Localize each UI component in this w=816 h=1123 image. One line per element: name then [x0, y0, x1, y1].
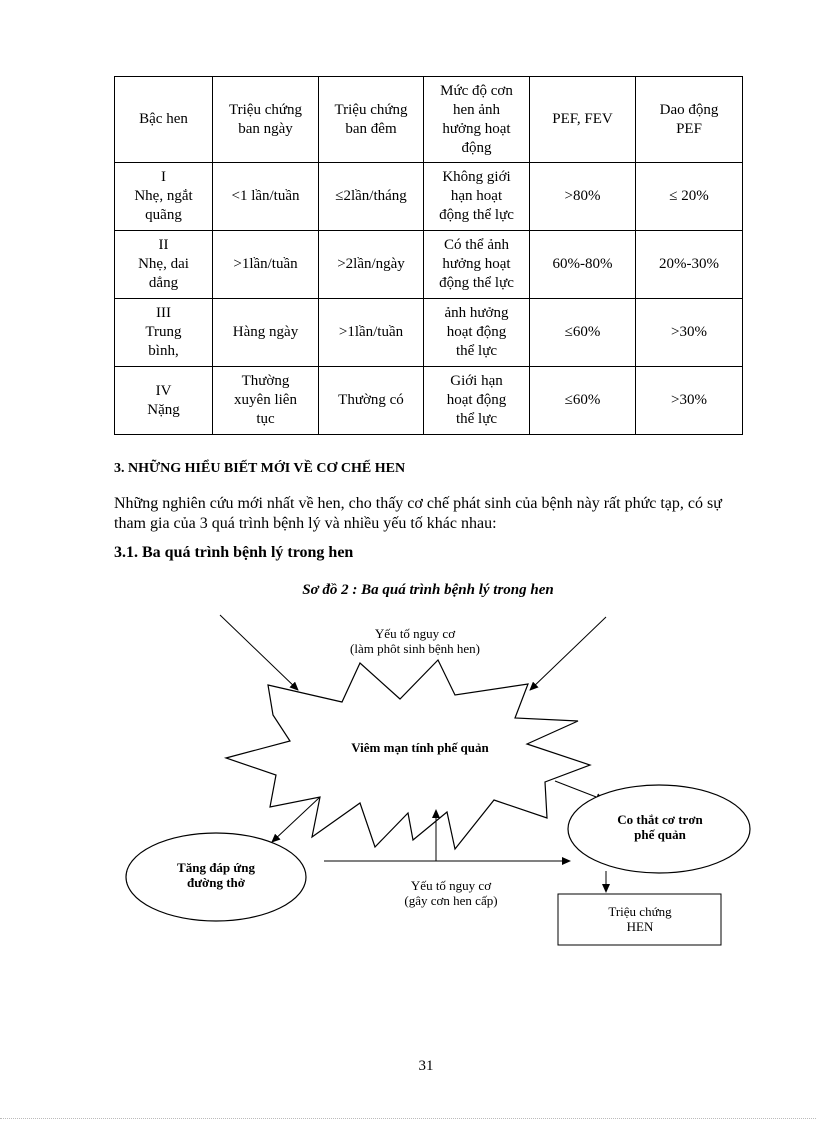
hyperresponsiveness-label: Tăng đáp ứng đường thở — [177, 860, 255, 890]
table-cell: 20%-30% — [636, 231, 743, 299]
table-row — [115, 367, 743, 435]
table-cell: Không giới hạn hoạt động thể lực — [424, 163, 530, 231]
subsection-heading: 3.1. Ba quá trình bệnh lý trong hen — [114, 544, 354, 561]
table-cell: >80% — [530, 163, 636, 231]
table-cell: >2lần/ngày — [319, 231, 424, 299]
section-heading: 3. NHỮNG HIỂU BIẾT MỚI VỀ CƠ CHẾ HEN — [114, 461, 406, 476]
header-cell: Triệu chứng ban đêm — [319, 77, 424, 163]
table-cell: ≤60% — [530, 299, 636, 367]
table-row — [115, 231, 743, 299]
risk-arrow-right — [530, 617, 606, 690]
section-paragraph: Những nghiên cứu mới nhất về hen, cho thấy cơ chế phát sinh của bệnh này rất phức tạp, có sự tham gia của 3 quá trình bệnh lý và nhiều yếu tố khác nhau: — [114, 495, 722, 532]
table-cell: Giới hạn hoạt động thể lực — [424, 367, 530, 435]
table-cell: Có thể ảnh hưởng hoạt động thể lực — [424, 231, 530, 299]
table-cell: >30% — [636, 299, 743, 367]
table-cell: II Nhẹ, dai dẳng — [115, 231, 213, 299]
table-cell: ≤2lần/tháng — [319, 163, 424, 231]
asthma-severity-table — [114, 76, 743, 435]
page-bottom-border — [0, 1118, 816, 1119]
risk-factor-top-label: Yếu tố nguy cơ (làm phôt sinh bệnh hen) — [350, 626, 480, 656]
risk-factor-bottom-label: Yếu tố nguy cơ (gây cơn hen cấp) — [404, 878, 498, 908]
header-cell: Triệu chứng ban ngày — [213, 77, 319, 163]
table-cell: IV Nặng — [115, 367, 213, 435]
header-cell: PEF, FEV — [530, 77, 636, 163]
header-cell: Mức độ cơn hen ảnh hưởng hoạt động — [424, 77, 530, 163]
table-cell: Thường xuyên liên tục — [213, 367, 319, 435]
table-row — [115, 299, 743, 367]
page-number: 31 — [418, 1058, 434, 1074]
header-cell: Bậc hen — [115, 77, 213, 163]
table-header-row — [115, 77, 743, 163]
pathology-diagram — [0, 600, 816, 960]
header-cell: Dao động PEF — [636, 77, 743, 163]
table-cell: ≤60% — [530, 367, 636, 435]
table-cell: ảnh hưởng hoạt động thể lực — [424, 299, 530, 367]
constriction-label: Co thắt cơ trơn phế quản — [617, 812, 703, 842]
table-cell: III Trung bình, — [115, 299, 213, 367]
table-cell: >1lần/tuần — [319, 299, 424, 367]
table-cell: >30% — [636, 367, 743, 435]
diagram-title: Sơ đồ 2 : Ba quá trình bệnh lý trong hen — [302, 582, 554, 598]
table-cell: ≤ 20% — [636, 163, 743, 231]
table-cell: I Nhẹ, ngắt quãng — [115, 163, 213, 231]
table-cell: <1 lần/tuần — [213, 163, 319, 231]
risk-arrow-left — [220, 615, 298, 690]
symptoms-label: Triệu chứng HEN — [608, 904, 672, 934]
table-cell: Hàng ngày — [213, 299, 319, 367]
table-cell: 60%-80% — [530, 231, 636, 299]
table-row — [115, 163, 743, 231]
table-cell: >1lần/tuần — [213, 231, 319, 299]
inflammation-label: Viêm mạn tính phế quản — [351, 740, 489, 755]
table-cell: Thường có — [319, 367, 424, 435]
